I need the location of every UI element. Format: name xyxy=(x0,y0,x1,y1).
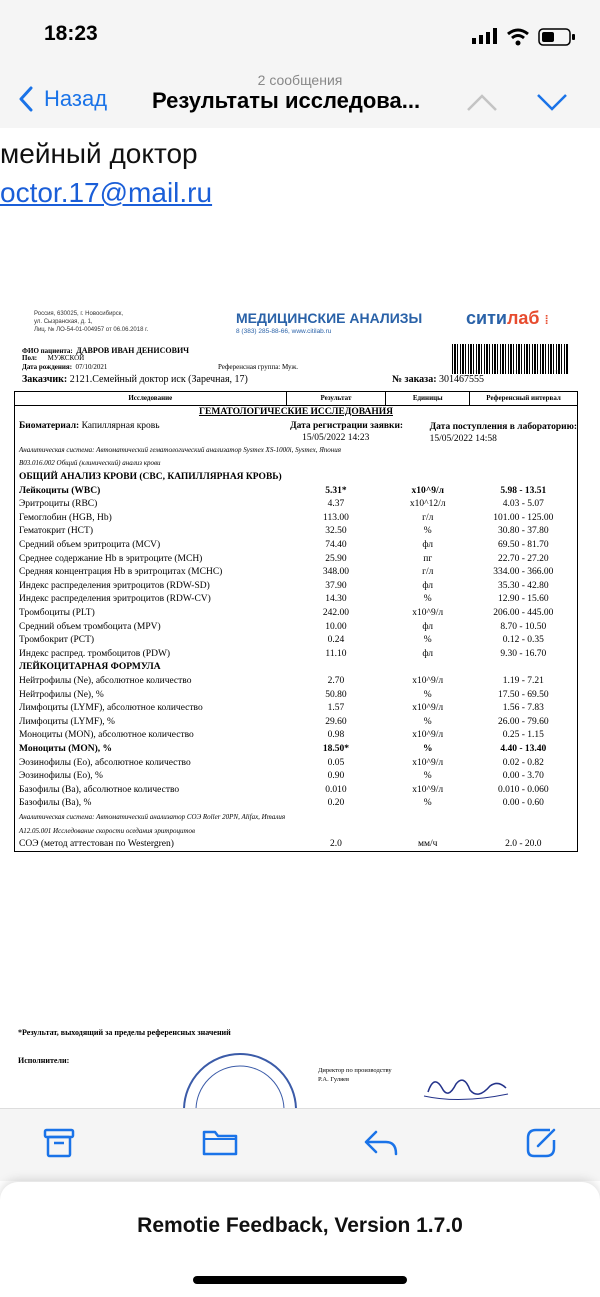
cell-result: 4.37 xyxy=(327,499,345,510)
cell-ref: 26.00 - 79.60 xyxy=(497,716,549,727)
esr-code-note: A12.05.001 Исследование скорости оседания эритроцитов xyxy=(19,826,196,835)
cell-unit: фл xyxy=(422,621,434,632)
executors-label: Исполнители: xyxy=(18,1056,70,1065)
cell-ref: 12.90 - 15.60 xyxy=(497,594,549,605)
table-row xyxy=(15,498,578,512)
home-indicator[interactable] xyxy=(193,1276,407,1284)
chevron-down-icon[interactable] xyxy=(536,92,568,112)
message-count: 2 сообщения xyxy=(257,72,343,88)
cell-result: 37.90 xyxy=(325,580,347,591)
biomaterial-row: Биоматериал: Капиллярная кровь Дата регистрации заявки: 15/05/2022 14:23 Дата поступления в лабораторию: 15/05/2022 14:58 xyxy=(19,420,578,444)
chevron-left-icon xyxy=(18,86,34,112)
cell-name: СОЭ (метод аттестован по Westergren) xyxy=(19,839,174,850)
cell-result: 0.20 xyxy=(327,798,345,809)
cell-name: Базофилы (Ba), абсолютное количество xyxy=(19,784,180,795)
cell-name: Тромбоциты (PLT) xyxy=(19,608,95,619)
table-row xyxy=(15,675,578,689)
cell-unit: мм/ч xyxy=(418,839,438,850)
table-row xyxy=(15,648,578,662)
clock: 18:23 xyxy=(44,22,98,45)
cell-name: Гемоглобин (HGB, Hb) xyxy=(19,512,112,523)
cell-name: Среднее содержание Hb в эритроците (MCH) xyxy=(19,553,203,564)
cell-ref: 0.00 - 3.70 xyxy=(502,771,544,782)
table-row xyxy=(15,634,578,648)
cell-name: Нейтрофилы (Ne), абсолютное количество xyxy=(19,675,192,686)
table-row xyxy=(15,729,578,743)
cell-name: Моноциты (MON), абсолютное количество xyxy=(19,730,194,741)
cell-result: 11.10 xyxy=(325,648,347,659)
lab-report-image xyxy=(0,288,600,1108)
cell-name: Индекс распред. тромбоцитов (PDW) xyxy=(19,648,171,659)
code-note: B03.016.002 Общий (клинический) анализ крови xyxy=(19,459,161,468)
cell-name: Эозинофилы (Eo), абсолютное количество xyxy=(19,757,191,768)
cell-name: Базофилы (Ba), % xyxy=(19,798,92,809)
patient-sex-row: Пол: МУЖСКОЙ xyxy=(22,354,85,362)
cell-unit: % xyxy=(423,689,432,700)
cell-ref: 8.70 - 10.50 xyxy=(500,621,547,632)
table-row xyxy=(15,580,578,594)
mail-toolbar xyxy=(0,1108,600,1181)
brand-contacts: 8 (383) 285-88-66, www.citilab.ru xyxy=(236,328,332,335)
archive-icon[interactable] xyxy=(42,1126,76,1160)
cell-name: Средний объем эритроцита (MCV) xyxy=(19,540,161,551)
feedback-version-label[interactable]: Remotie Feedback, Version 1.7.0 xyxy=(137,1214,463,1237)
cell-ref: 334.00 - 366.00 xyxy=(493,567,554,578)
cbc-title: ОБЩИЙ АНАЛИЗ КРОВИ (CBC, КАПИЛЛЯРНАЯ КРОВЬ) xyxy=(19,472,282,483)
cell-name: Средний объем тромбоцита (MPV) xyxy=(19,621,161,632)
reply-icon[interactable] xyxy=(362,1126,400,1160)
table-header: Исследование Результат Единицы Референсный интервал xyxy=(15,392,578,406)
cell-result: 0.90 xyxy=(327,771,345,782)
cell-unit: % xyxy=(423,798,432,809)
cell-unit: x10^9/л xyxy=(412,757,444,768)
footnote: *Результат, выходящий за пределы референсных значений xyxy=(18,1028,231,1037)
leuko-title: ЛЕЙКОЦИТАРНАЯ ФОРМУЛА xyxy=(19,662,161,673)
cell-result: 2.0 xyxy=(330,839,342,850)
table-row xyxy=(15,593,578,607)
cell-ref: 5.98 - 13.51 xyxy=(500,485,547,496)
cell-ref: 17.50 - 69.50 xyxy=(497,689,549,700)
cell-name: Лимфоциты (LYMF), абсолютное количество xyxy=(19,703,203,714)
cell-name: Индекс распределения эритроцитов (RDW-SD) xyxy=(19,580,210,591)
cell-ref: 35.30 - 42.80 xyxy=(497,580,549,591)
cell-ref: 206.00 - 445.00 xyxy=(493,608,554,619)
cell-name: Моноциты (MON), % xyxy=(19,743,113,754)
back-label: Назад xyxy=(44,86,108,111)
cell-ref: 0.12 - 0.35 xyxy=(502,635,544,646)
cell-unit: пг xyxy=(423,553,433,564)
table-row xyxy=(15,743,578,757)
esr-note: Аналитическая система: Автоматический анализатор СОЭ Roller 20PN, Alifax, Италия xyxy=(19,812,286,821)
brand-title: МЕДИЦИНСКИЕ АНАЛИЗЫ xyxy=(236,310,423,326)
battery-icon xyxy=(538,28,576,46)
cell-unit: % xyxy=(423,771,432,782)
lab-address: Россия, 630025, г. Новосибирск, ул. Сызранская, д. 1, Лиц. № ЛО-54-01-004957 от 06.06.2018 г. xyxy=(34,311,149,333)
section-title: ГЕМАТОЛОГИЧЕСКИЕ ИССЛЕДОВАНИЯ xyxy=(198,407,393,418)
cell-unit: x10^12/л xyxy=(409,499,446,510)
chevron-up-icon[interactable] xyxy=(466,92,498,112)
analyzer-note: Аналитическая система: Автоматический гематологический анализатор Sysmex XS-1000i, Sysmex, Япония xyxy=(19,445,342,454)
order-number: № заказа: 301467555 xyxy=(392,374,485,385)
table-row xyxy=(15,539,578,553)
cell-unit: x10^9/л xyxy=(412,784,444,795)
cell-unit: г/л xyxy=(422,512,434,523)
cell-name: Нейтрофилы (Ne), % xyxy=(19,689,104,700)
signature-icon xyxy=(420,1070,510,1106)
cell-name: Лейкоциты (WBC) xyxy=(19,485,101,496)
cell-name: Эозинофилы (Eo), % xyxy=(19,771,103,782)
cell-unit: x10^9/л xyxy=(412,730,444,741)
table-row xyxy=(15,797,578,811)
cell-ref: 0.00 - 0.60 xyxy=(502,798,544,809)
barcode xyxy=(452,344,568,374)
table-row xyxy=(15,688,578,702)
cell-unit: x10^9/л xyxy=(412,608,444,619)
cell-result: 18.50* xyxy=(322,743,349,754)
cell-ref: 30.80 - 37.80 xyxy=(497,526,549,537)
cell-unit: % xyxy=(422,743,433,754)
table-row xyxy=(15,715,578,729)
cell-name: Гематокрит (HCT) xyxy=(19,526,93,537)
cell-result: 0.24 xyxy=(327,635,345,646)
cell-unit: фл xyxy=(422,648,434,659)
wifi-icon xyxy=(506,28,530,46)
stamp-icon xyxy=(180,1048,300,1108)
table-row xyxy=(15,566,578,580)
cell-ref: 9.30 - 16.70 xyxy=(500,648,547,659)
table-row xyxy=(15,552,578,566)
cell-unit: фл xyxy=(422,540,434,551)
back-button[interactable] xyxy=(18,86,107,112)
cell-ref: 4.03 - 5.07 xyxy=(502,499,544,510)
customer-row: Заказчик: 2121.Семейный доктор иск (Заречная, 17) xyxy=(22,374,248,385)
cell-name: Лимфоциты (LYMF), % xyxy=(19,716,115,727)
cell-name: Эритроциты (RBC) xyxy=(19,499,98,510)
table-row xyxy=(15,484,578,498)
email-body-text: мейный доктор xyxy=(0,138,198,169)
cell-ref: 101.00 - 125.00 xyxy=(493,512,554,523)
cell-unit: % xyxy=(423,526,432,537)
cell-ref: 0.010 - 0.060 xyxy=(497,784,549,795)
cell-result: 113.00 xyxy=(323,512,349,523)
cell-result: 10.00 xyxy=(325,621,347,632)
cell-ref: 0.02 - 0.82 xyxy=(502,757,544,768)
cell-result: 74.40 xyxy=(325,540,347,551)
cell-result: 29.60 xyxy=(325,716,347,727)
cell-ref: 69.50 - 81.70 xyxy=(497,540,549,551)
cell-ref: 2.0 - 20.0 xyxy=(505,839,542,850)
cell-result: 25.90 xyxy=(325,553,347,564)
cell-unit: % xyxy=(423,716,432,727)
cell-name: Тромбокрит (PCT) xyxy=(19,635,95,646)
cell-unit: x10^9/л xyxy=(411,485,444,496)
cell-unit: x10^9/л xyxy=(412,703,444,714)
cell-result: 1.57 xyxy=(327,703,345,714)
cell-ref: 0.25 - 1.15 xyxy=(502,730,544,741)
table-row xyxy=(15,607,578,621)
cell-result: 14.30 xyxy=(325,594,347,605)
cell-result: 0.010 xyxy=(325,784,347,795)
status-bar xyxy=(0,0,600,62)
cell-unit: г/л xyxy=(422,567,434,578)
table-row xyxy=(15,525,578,539)
cell-ref: 1.19 - 7.21 xyxy=(502,675,544,686)
citilab-logo: ситилаб ⁞ xyxy=(466,308,549,328)
table-row xyxy=(15,838,578,852)
cell-result: 242.00 xyxy=(322,608,349,619)
signal-icon xyxy=(472,28,498,44)
cell-name: Индекс распределения эритроцитов (RDW-CV) xyxy=(19,594,211,605)
patient-dob-row: Дата рождения: 07/10/2021 xyxy=(22,363,108,371)
folder-icon[interactable] xyxy=(201,1126,239,1160)
compose-icon[interactable] xyxy=(524,1126,558,1160)
table-row xyxy=(15,783,578,797)
cell-ref: 1.56 - 7.83 xyxy=(502,703,544,714)
table-row xyxy=(15,620,578,634)
director-info: Директор по производству Р.А. Гуляев xyxy=(318,1067,392,1083)
cell-result: 32.50 xyxy=(325,526,347,537)
table-row xyxy=(15,770,578,784)
cell-result: 5.31* xyxy=(325,485,347,496)
results-table xyxy=(14,391,578,852)
patient-name-row: ФИО пациента: ДАВРОВ ИВАН ДЕНИСОВИЧ xyxy=(22,346,190,355)
email-link[interactable]: octor.17@mail.ru xyxy=(0,177,213,208)
table-row xyxy=(15,702,578,716)
table-row xyxy=(15,756,578,770)
ref-group: Референсная группа: Муж. xyxy=(218,363,299,371)
cell-result: 0.05 xyxy=(327,757,345,768)
cell-name: Средняя концентрация Hb в эритроцитах (MCHC) xyxy=(19,567,223,578)
cell-ref: 22.70 - 27.20 xyxy=(497,553,549,564)
cell-result: 0.98 xyxy=(327,730,345,741)
cell-result: 348.00 xyxy=(322,567,349,578)
cell-result: 2.70 xyxy=(327,675,345,686)
cell-unit: фл xyxy=(422,580,434,591)
cell-unit: % xyxy=(423,635,432,646)
cell-result: 50.80 xyxy=(325,689,347,700)
table-row xyxy=(15,512,578,526)
page-title: Результаты исследова... xyxy=(152,88,421,113)
cell-unit: x10^9/л xyxy=(412,675,444,686)
cell-unit: % xyxy=(423,594,432,605)
cell-ref: 4.40 - 13.40 xyxy=(500,743,547,754)
